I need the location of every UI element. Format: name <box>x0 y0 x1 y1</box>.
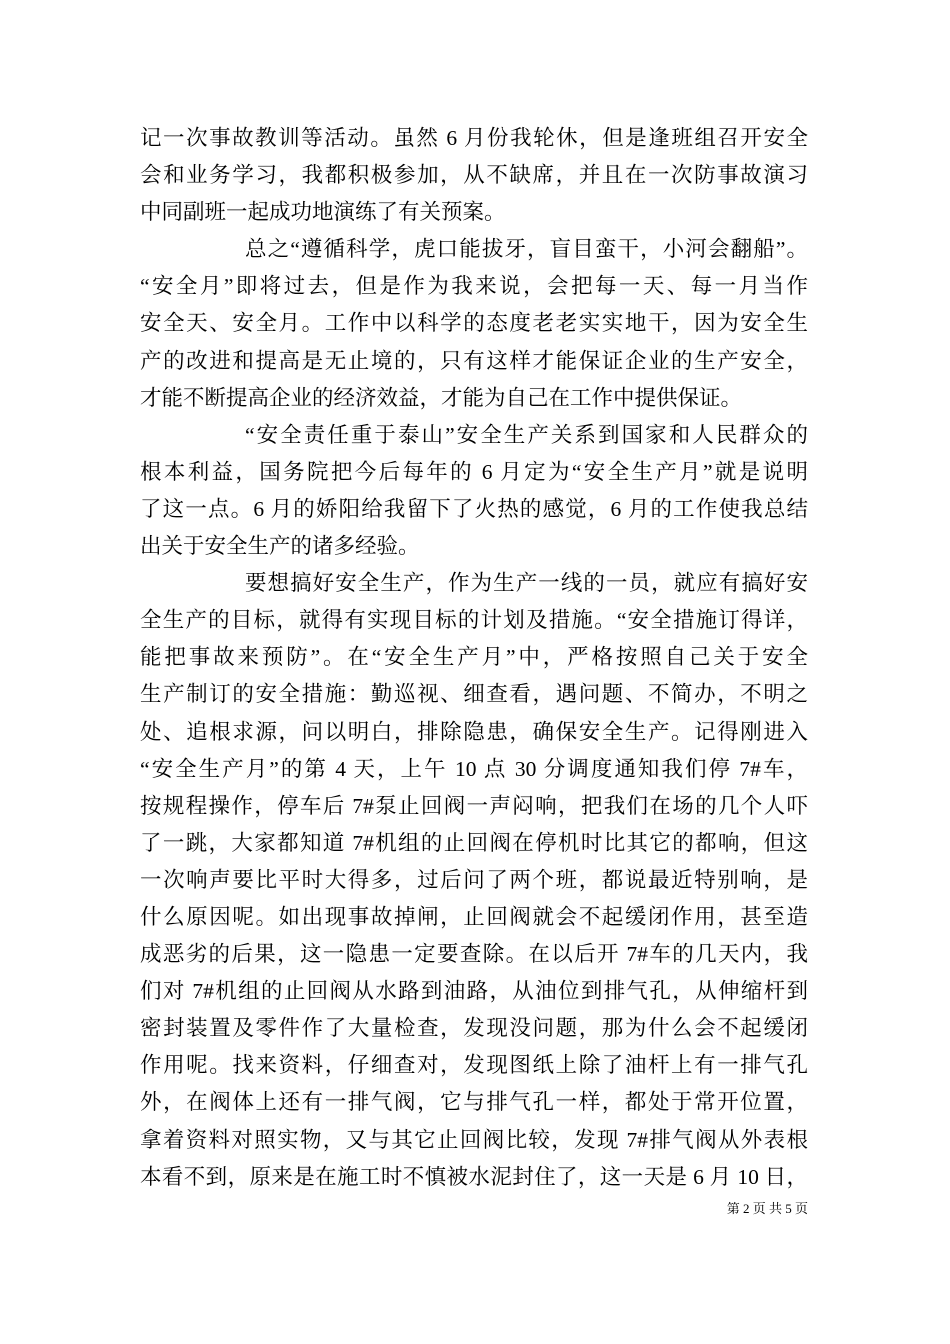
text-line: 一次响声要比平时大得多，过后问了两个班，都说最近特别响，是 <box>140 867 808 892</box>
text-line: “安全生产月”的第 4 天，上午 10 点 30 分调度通知我们停 7#车， <box>140 756 808 781</box>
text-line: 出关于安全生产的诸多经验。 <box>140 534 420 559</box>
text-line: 们对 7#机组的止回阀从水路到油路，从油位到排气孔，从伸缩杆到 <box>140 979 808 1004</box>
text-line: 能把事故来预防”。在“安全生产月”中，严格按照自己关于安全 <box>140 645 808 670</box>
text-line: 拿着资料对照实物，又与其它止回阀比较，发现 7#排气阀从外表根 <box>140 1127 808 1152</box>
text-line: 全生产的目标，就得有实现目标的计划及措施。“安全措施订得详， <box>140 608 808 633</box>
text-line: 安全天、安全月。工作中以科学的态度老老实实地干，因为安全生 <box>140 311 808 336</box>
text-line: “安全月”即将过去，但是作为我来说，会把每一天、每一月当作 <box>140 274 808 299</box>
text-line: “安全责任重于泰山”安全生产关系到国家和人民群众的 <box>245 422 808 447</box>
text-line: 作用呢。找来资料，仔细查对，发现图纸上除了油杆上有一排气孔 <box>140 1053 808 1078</box>
document-body <box>140 120 808 1196</box>
text-line: 根本利益，国务院把今后每年的 6 月定为“安全生产月”就是说明 <box>140 459 808 484</box>
text-line: 成恶劣的后果，这一隐患一定要查除。在以后开 7#车的几天内，我 <box>140 942 808 967</box>
page-number-label: 第 2 页 共 5 页 <box>726 1201 808 1216</box>
text-line: 外，在阀体上还有一排气阀，它与排气孔一样，都处于常开位置， <box>140 1090 808 1115</box>
text-line: 记一次事故教训等活动。虽然 6 月份我轮休，但是逢班组召开安全 <box>140 126 808 150</box>
text-line: 密封装置及零件作了大量检查，发现没问题，那为什么会不起缓闭 <box>140 1016 808 1041</box>
text-line: 要想搞好安全生产，作为生产一线的一员，就应有搞好安 <box>245 571 808 596</box>
page-footer <box>140 1200 808 1218</box>
text-line: 中同副班一起成功地演练了有关预案。 <box>140 200 506 225</box>
text-line: 总之“遵循科学，虎口能拔牙，盲目蛮干，小河会翻船”。 <box>245 237 808 262</box>
text-line: 了这一点。6 月的娇阳给我留下了火热的感觉，6 月的工作使我总结 <box>140 496 808 521</box>
text-line: 会和业务学习，我都积极参加，从不缺席，并且在一次防事故演习 <box>140 163 808 188</box>
text-line: 处、追根求源，问以明白，排除隐患，确保安全生产。记得刚进入 <box>140 719 808 744</box>
text-line: 按规程操作，停车后 7#泵止回阀一声闷响，把我们在场的几个人吓 <box>140 793 808 818</box>
text-line: 本看不到，原来是在施工时不慎被水泥封住了，这一天是 6 月 10 日， <box>140 1164 808 1189</box>
text-line: 产的改进和提高是无止境的，只有这样才能保证企业的生产安全， <box>140 348 808 373</box>
text-line: 生产制订的安全措施：勤巡视、细查看，遇问题、不简办，不明之 <box>140 682 808 707</box>
text-line: 什么原因呢。如出现事故掉闸，止回阀就会不起缓闭作用，甚至造 <box>140 904 808 929</box>
text-line: 才能不断提高企业的经济效益，才能为自己在工作中提供保证。 <box>140 385 743 410</box>
text-line: 了一跳，大家都知道 7#机组的止回阀在停机时比其它的都响，但这 <box>140 830 808 855</box>
